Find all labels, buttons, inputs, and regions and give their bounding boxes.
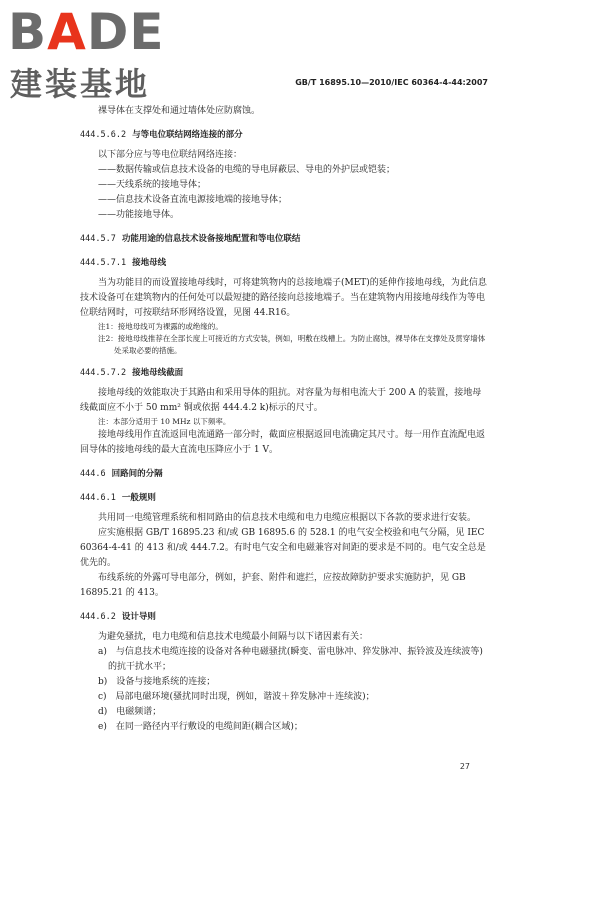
standard-code: GB/T 16895.10—2010/IEC 60364-4-44:2007 bbox=[295, 78, 488, 87]
list-item: ——天线系统的接地导体； bbox=[98, 180, 207, 190]
section-title: 与等电位联结网络连接的部分 bbox=[132, 130, 243, 140]
section-number: 444.6 bbox=[80, 469, 106, 479]
page-number: 27 bbox=[459, 762, 470, 771]
section-number: 444.6.2 bbox=[80, 612, 116, 622]
paragraph: 共用同一电缆管理系统和相同路由的信息技术电缆和电力电缆应根据以下各款的要求进行安装。 bbox=[98, 513, 477, 523]
section-title: 设计导则 bbox=[121, 612, 156, 622]
note: 注：本部分适用于 10 MHz 以下频率。 bbox=[98, 417, 231, 426]
section-number: 444.5.6.2 bbox=[80, 130, 127, 140]
paragraph: 接地母线用作直流返回电流通路一部分时，截面应根据返回电流确定其尺寸。每一用作直流配电返回导体的接地母线的最大直流电压降应小于 1 V。 bbox=[80, 430, 486, 455]
list-item: ——功能接地导体。 bbox=[98, 210, 180, 220]
list-item: d) 电磁频谱； bbox=[98, 707, 162, 717]
section-number: 444.5.7.2 bbox=[80, 368, 127, 378]
list-item: b) 设备与接地系统的连接； bbox=[98, 677, 216, 687]
section-number: 444.5.7.1 bbox=[80, 258, 127, 268]
bade-logo bbox=[8, 4, 178, 104]
paragraph: 当为功能目的而设置接地母线时，可将建筑物内的总接地端子(MET)的延伸作接地母线，为此信息技术设备可在建筑物内的任何处可以最短捷的路径接向总接地端子。当在建筑物内用接地母线作为等电位联结网时，可按联结环形网络设置，见图 44.R16。 bbox=[80, 278, 487, 318]
note: 注2：接地母线推荐在全部长度上可接近的方式安装，例如，明敷在线槽上。为防止腐蚀，裸导体在支撑处及贯穿墙体处采取必要的措施。 bbox=[98, 334, 486, 355]
list-item: a) 与信息技术电缆连接的设备对各种电磁骚扰(瞬变、雷电脉冲、猝发脉冲、振铃波及连续波等)的抗干扰水平； bbox=[98, 647, 483, 672]
paragraph: 应实施根据 GB/T 16895.23 和/或 GB 16895.6 的 528.1 的电气安全校验和电气分隔，见 IEC 60364-4-41 的 413 和/或 444.7.2。有时电气安全和电磁兼容对间距的要求是不同的。电气安全总是优先的。 bbox=[80, 528, 486, 568]
section-heading-444-6-2 bbox=[80, 610, 490, 625]
logo-letter-a: A bbox=[47, 3, 87, 61]
section-title: 回路间的分隔 bbox=[111, 469, 163, 479]
list-item: e) 在同一路径内平行敷设的电缆间距(耦合区域)； bbox=[98, 722, 303, 732]
section-heading-444-6-1 bbox=[80, 491, 490, 506]
list-item: ——信息技术设备直流电源接地端的接地导体； bbox=[98, 195, 288, 205]
logo-wordmark bbox=[8, 4, 165, 60]
section-title: 功能用途的信息技术设备接地配置和等电位联结 bbox=[121, 234, 301, 244]
list-item: ——数据传输或信息技术设备的电缆的导电屏蔽层、导电的外护层或铠装； bbox=[98, 165, 396, 175]
paragraph: 为避免骚扰，电力电缆和信息技术电缆最小间隔与以下诸因素有关： bbox=[98, 632, 369, 642]
section-heading-444-5-6-2 bbox=[80, 128, 490, 143]
list-item: c) 局部电磁环境(骚扰同时出现，例如，谐波＋猝发脉冲＋连续波)； bbox=[98, 692, 375, 702]
section-heading-444-5-7-2 bbox=[80, 366, 490, 381]
paragraph: 以下部分应与等电位联结网络连接： bbox=[98, 150, 243, 160]
section-title: 接地母线截面 bbox=[132, 368, 184, 378]
document-body bbox=[80, 104, 490, 735]
logo-letters-de: DE bbox=[86, 3, 165, 61]
note: 注1：接地母线可为裸露的或绝缘的。 bbox=[98, 322, 223, 331]
paragraph: 接地母线的效能取决于其路由和采用导体的阻抗。对容量为每相电流大于 200 A 的装置，接地母线截面应不小于 50 mm² 铜或依据 444.4.2 k)标示的尺寸。 bbox=[80, 388, 482, 413]
section-number: 444.5.7 bbox=[80, 234, 116, 244]
section-heading-444-5-7-1 bbox=[80, 256, 490, 271]
connection-list bbox=[80, 163, 490, 223]
logo-letter-b: B bbox=[8, 3, 48, 61]
section-heading-444-6 bbox=[80, 467, 490, 482]
section-number: 444.6.1 bbox=[80, 493, 116, 503]
factor-list bbox=[80, 645, 490, 735]
paragraph-top: 裸导体在支撑处和通过墙体处应防腐蚀。 bbox=[98, 106, 261, 116]
section-heading-444-5-7 bbox=[80, 232, 490, 247]
section-title: 一般规则 bbox=[121, 493, 156, 503]
section-title: 接地母线 bbox=[132, 258, 167, 268]
logo-subtitle: 建装基地 bbox=[10, 65, 151, 103]
paragraph: 布线系统的外露可导电部分，例如，护套、附件和遮拦，应按故障防护要求实施防护，见 GB 16895.21 的 413。 bbox=[80, 573, 466, 598]
